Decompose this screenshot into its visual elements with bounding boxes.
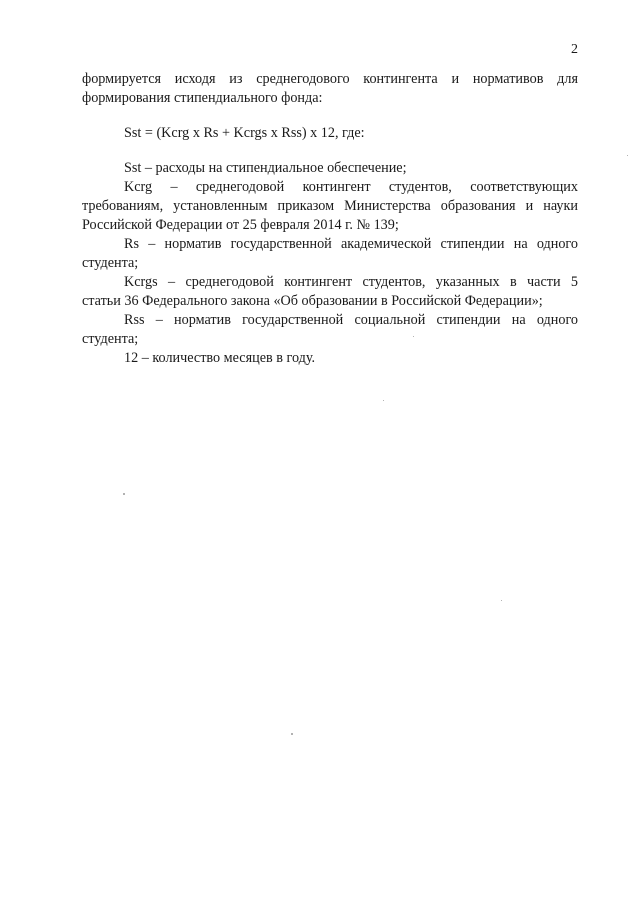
scan-speck xyxy=(291,733,293,735)
definition-rss-line-2: студента; xyxy=(82,331,139,347)
scan-speck xyxy=(501,600,502,601)
definition-rs-line-2: студента; xyxy=(82,255,139,271)
definition-rss xyxy=(82,311,578,349)
document-body xyxy=(82,70,578,368)
page-number: 2 xyxy=(571,42,578,57)
definition-kcrg-line-2: требованиям, установленным приказом Министерства образования и науки xyxy=(82,198,578,214)
definitions-list xyxy=(82,159,578,368)
scan-speck xyxy=(123,493,125,495)
definition-rs-line-1: Rs – норматив государственной академической стипендии на одного xyxy=(124,236,578,252)
definition-rss-line-1: Rss – норматив государственной социальной стипендии на одного xyxy=(124,312,578,328)
definition-kcrg-line-1: Kcrg – среднегодовой контингент студентов, соответствующих xyxy=(124,179,578,195)
scan-speck xyxy=(383,400,384,401)
definition-kcrgs xyxy=(82,273,578,311)
definition-months: 12 – количество месяцев в году. xyxy=(124,350,316,366)
definition-sst: Sst – расходы на стипендиальное обеспечение; xyxy=(124,160,407,176)
formula: Sst = (Kcrg x Rs + Kcrgs x Rss) x 12, где: xyxy=(124,125,365,141)
scan-speck xyxy=(627,155,628,156)
definition-kcrgs-line-2: статьи 36 Федерального закона «Об образовании в Российской Федерации»; xyxy=(82,293,543,309)
intro-line-1: формируется исходя из среднегодового контингента и нормативов для xyxy=(82,71,578,87)
scan-speck xyxy=(413,336,414,337)
definition-kcrg xyxy=(82,178,578,235)
definition-kcrgs-line-1: Kcrgs – среднегодовой контингент студентов, указанных в части 5 xyxy=(124,274,578,290)
definition-kcrg-line-3: Российской Федерации от 25 февраля 2014 г. № 139; xyxy=(82,217,399,233)
definition-rs xyxy=(82,235,578,273)
intro-line-2: формирования стипендиального фонда: xyxy=(82,90,323,106)
